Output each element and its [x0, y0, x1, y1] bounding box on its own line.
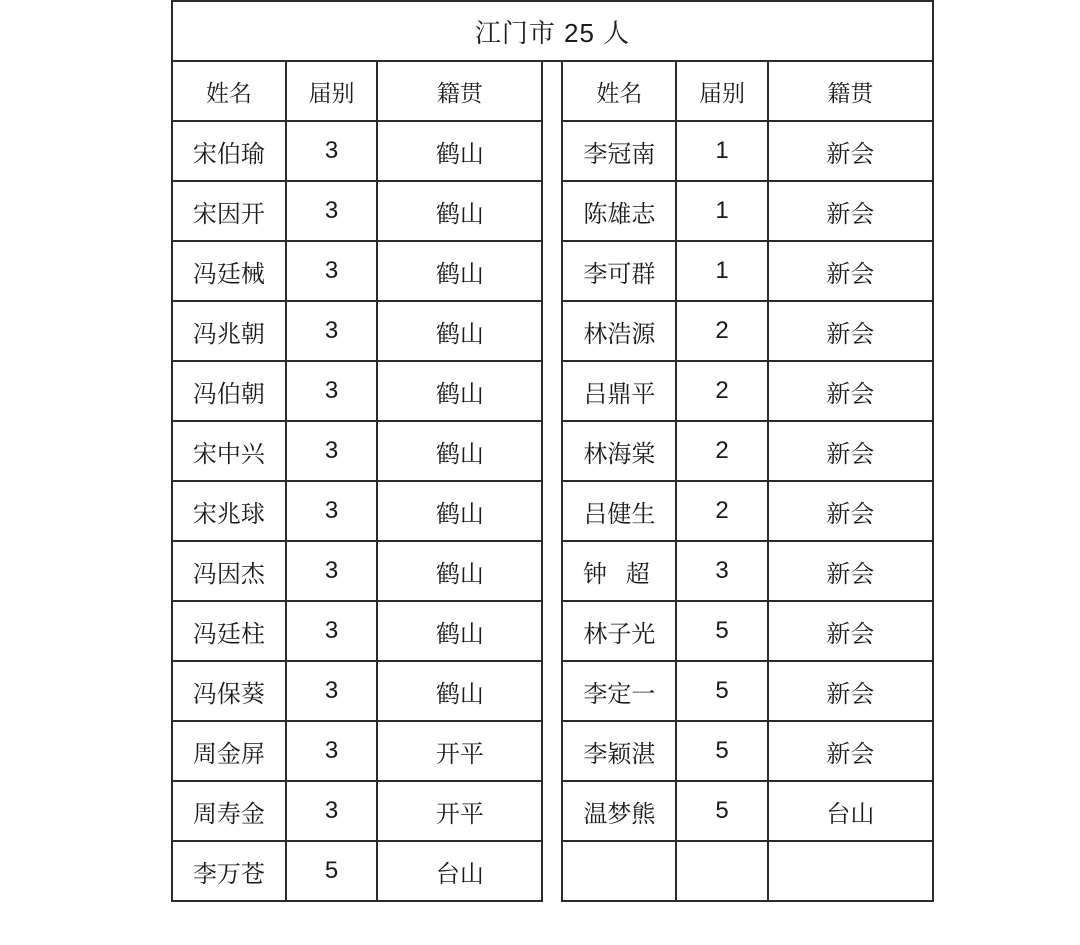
cell-origin: 鹤山 — [377, 241, 542, 301]
cell-origin: 鹤山 — [377, 181, 542, 241]
cell-origin: 新会 — [768, 601, 933, 661]
cell-origin: 鹤山 — [377, 121, 542, 181]
table-row — [172, 181, 933, 241]
table-row — [172, 361, 933, 421]
column-gap — [542, 421, 562, 481]
cell-term: 3 — [286, 361, 377, 421]
column-gap — [542, 601, 562, 661]
cell-name: 冯兆朝 — [172, 301, 286, 361]
column-header-name-left: 姓名 — [172, 61, 286, 121]
cell-name: 吕鼎平 — [562, 361, 676, 421]
cell-name: 宋因开 — [172, 181, 286, 241]
cell-origin: 新会 — [768, 241, 933, 301]
cell-term: 1 — [676, 241, 767, 301]
cell-name: 李颖湛 — [562, 721, 676, 781]
column-gap — [542, 301, 562, 361]
cell-name: 钟 超 — [562, 541, 676, 601]
cell-origin: 新会 — [768, 721, 933, 781]
cell-name: 冯保葵 — [172, 661, 286, 721]
cell-origin: 鹤山 — [377, 481, 542, 541]
column-gap — [542, 241, 562, 301]
cell-origin: 新会 — [768, 361, 933, 421]
cell-name: 吕健生 — [562, 481, 676, 541]
table-row — [172, 481, 933, 541]
cell-origin: 开平 — [377, 781, 542, 841]
table-row — [172, 541, 933, 601]
table-title: 江门市 25 人 — [172, 1, 933, 61]
header-row — [172, 61, 933, 121]
column-gap — [542, 781, 562, 841]
cell-origin: 新会 — [768, 541, 933, 601]
cell-term: 5 — [676, 661, 767, 721]
column-gap — [542, 541, 562, 601]
cell-name: 冯廷柱 — [172, 601, 286, 661]
column-header-term-right: 届别 — [676, 61, 767, 121]
cell-term: 3 — [286, 301, 377, 361]
column-gap — [542, 721, 562, 781]
cell-origin: 鹤山 — [377, 421, 542, 481]
table-row — [172, 661, 933, 721]
cell-origin: 鹤山 — [377, 301, 542, 361]
cell-name: 林海棠 — [562, 421, 676, 481]
title-row — [172, 1, 933, 61]
cell-term: 5 — [676, 601, 767, 661]
cell-term: 3 — [286, 781, 377, 841]
cell-term: 3 — [286, 601, 377, 661]
table-row — [172, 781, 933, 841]
cell-term: 3 — [286, 181, 377, 241]
cell-origin: 新会 — [768, 421, 933, 481]
column-gap — [542, 661, 562, 721]
cell-term: 3 — [286, 241, 377, 301]
cell-name: 李定一 — [562, 661, 676, 721]
cell-name: 冯因杰 — [172, 541, 286, 601]
cell-origin: 鹤山 — [377, 601, 542, 661]
cell-origin: 新会 — [768, 301, 933, 361]
cell-term: 3 — [286, 721, 377, 781]
cell-origin: 鹤山 — [377, 541, 542, 601]
cell-origin: 开平 — [377, 721, 542, 781]
cell-term — [676, 841, 767, 901]
cell-term: 1 — [676, 121, 767, 181]
cell-term: 5 — [676, 721, 767, 781]
cell-origin: 鹤山 — [377, 361, 542, 421]
cell-name: 宋兆球 — [172, 481, 286, 541]
table-row — [172, 721, 933, 781]
roster-table — [171, 0, 934, 902]
table-row — [172, 841, 933, 901]
cell-name: 林子光 — [562, 601, 676, 661]
cell-origin: 台山 — [768, 781, 933, 841]
table-row — [172, 121, 933, 181]
cell-origin: 鹤山 — [377, 661, 542, 721]
cell-name: 周寿金 — [172, 781, 286, 841]
column-gap — [542, 61, 562, 121]
roster-table-wrapper — [171, 0, 934, 902]
column-header-name-right: 姓名 — [562, 61, 676, 121]
column-header-origin-right: 籍贯 — [768, 61, 933, 121]
column-gap — [542, 841, 562, 901]
cell-name: 宋中兴 — [172, 421, 286, 481]
cell-term: 5 — [676, 781, 767, 841]
cell-term: 3 — [286, 121, 377, 181]
cell-origin: 新会 — [768, 481, 933, 541]
cell-name: 冯廷械 — [172, 241, 286, 301]
cell-origin — [768, 841, 933, 901]
cell-name: 李可群 — [562, 241, 676, 301]
cell-term: 3 — [286, 481, 377, 541]
cell-name: 李冠南 — [562, 121, 676, 181]
cell-term: 3 — [286, 661, 377, 721]
table-row — [172, 421, 933, 481]
cell-origin: 新会 — [768, 121, 933, 181]
cell-term: 3 — [676, 541, 767, 601]
cell-term: 2 — [676, 301, 767, 361]
table-row — [172, 301, 933, 361]
cell-term: 3 — [286, 541, 377, 601]
column-gap — [542, 361, 562, 421]
cell-name: 林浩源 — [562, 301, 676, 361]
cell-name: 宋伯瑜 — [172, 121, 286, 181]
cell-term: 2 — [676, 481, 767, 541]
cell-term: 1 — [676, 181, 767, 241]
cell-term: 2 — [676, 421, 767, 481]
cell-name: 周金屏 — [172, 721, 286, 781]
cell-origin: 台山 — [377, 841, 542, 901]
cell-name: 陈雄志 — [562, 181, 676, 241]
table-row — [172, 241, 933, 301]
column-gap — [542, 481, 562, 541]
cell-origin: 新会 — [768, 661, 933, 721]
cell-name: 李万苍 — [172, 841, 286, 901]
column-header-origin-left: 籍贯 — [377, 61, 542, 121]
cell-origin: 新会 — [768, 181, 933, 241]
cell-name — [562, 841, 676, 901]
cell-name: 温梦熊 — [562, 781, 676, 841]
cell-term: 5 — [286, 841, 377, 901]
column-gap — [542, 181, 562, 241]
column-gap — [542, 121, 562, 181]
table-row — [172, 601, 933, 661]
column-header-term-left: 届别 — [286, 61, 377, 121]
cell-name: 冯伯朝 — [172, 361, 286, 421]
cell-term: 2 — [676, 361, 767, 421]
cell-term: 3 — [286, 421, 377, 481]
